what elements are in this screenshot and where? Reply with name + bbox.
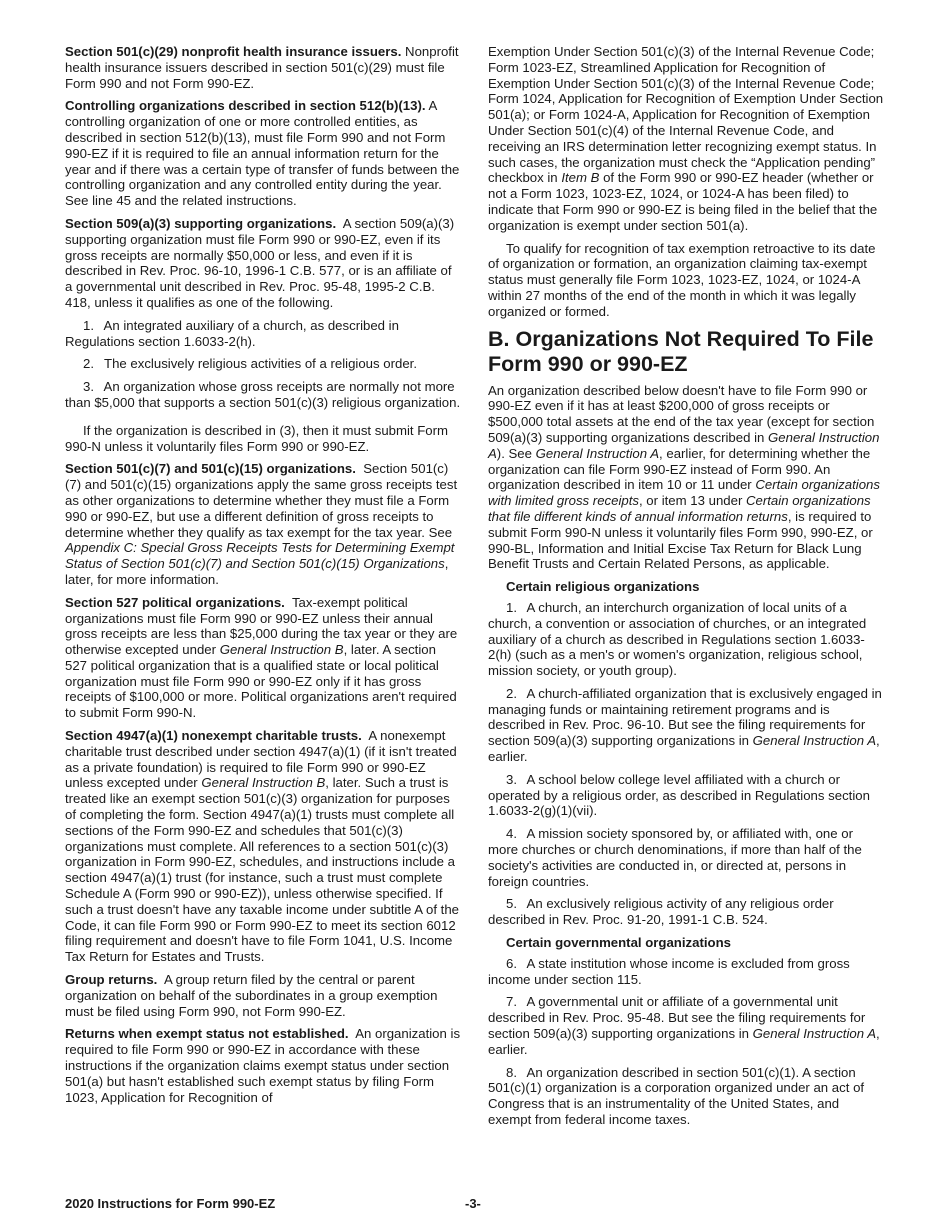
page-number: -3- xyxy=(465,1196,481,1211)
paragraph-form-990n: If the organization is described in (3), then it must submit Form 990-N unless it voluntarily files Form 990 or 990-EZ. xyxy=(65,422,449,454)
paragraph-501c29: Section 501(c)(29) nonprofit health insurance issuers. Nonprofit health insurance issuers described in section 501(c)(29) must file Form 990 and not Form 990-EZ. xyxy=(65,44,459,91)
run-in-heading: Section 527 political organizations. xyxy=(65,594,285,610)
paragraph-retroactive: To qualify for recognition of tax exemption retroactive to its date of organization or formation, an organization claiming tax-exempt status must generally file Form 1023, 1023-EZ, 1024, or 1024-A within 27 months of the end of the month in which it was legally organized or formed. xyxy=(488,240,876,319)
list-item: 8. An organization described in section 501(c)(1). A section 501(c)(1) organization is a corporation organized under an act of Congress that is an instrumentality of the United States, and exempt from federal income taxes. xyxy=(488,1064,865,1128)
list-item: 3. A school below college level affiliated with a church or operated by a religious order, as described in Regulations section 1.6033-2(g)(1)(vii). xyxy=(488,771,870,819)
run-in-heading: Section 501(c)(29) nonprofit health insurance issuers. xyxy=(65,44,402,59)
section-heading-b: B. Organizations Not Required To File Form 990 or 990-EZ xyxy=(488,326,874,376)
paragraph-509a3: Section 509(a)(3) supporting organizations. A section 509(a)(3) supporting organization must file Form 990 or 990-EZ, even if its gross receipts are normally $50,000 or less, and even if it is described in Rev. Proc. 96-10, 1996-1 C.B. 577, or is an affiliate of a governmental unit described in Rev. Proc. 95-48, 1995-2 C.B. 418, unless it qualifies as one of the following. xyxy=(65,215,455,310)
paragraph-501c7-501c15: Section 501(c)(7) and 501(c)(15) organizations. Section 501(c)(7) and 501(c)(15) organizations apply the same gross receipts test as other organizations to determine whether they must file a Form 990 or 990-EZ, but use a different definition of gross receipts to determine whether they qualify as tax exempt for the tax year. See Appendix C: Special Gross Receipts Tests for Determining Exempt Status of Section 501(c)(7) and Section 501(c)(15) Organizations, later, for more information. xyxy=(65,461,458,587)
footer-title: 2020 Instructions for Form 990-EZ xyxy=(65,1196,276,1211)
subheading-governmental: Certain governmental organizations xyxy=(506,935,731,951)
run-in-heading: Section 4947(a)(1) nonexempt charitable trusts. xyxy=(65,728,362,744)
paragraph-group-returns: Group returns. A group return filed by the central or parent organization on behalf of the subordinates in a group exemption must be filed using Form 990, not Form 990-EZ. xyxy=(65,972,438,1019)
paragraph-527: Section 527 political organizations. Tax-exempt political organizations must file Form 990 or 990-EZ unless their annual gross receipts are less than $25,000 during the tax year or they are otherwise excepted under General Instruction B, later. A section 527 political organization that is a qualified state or local political organization must file Form 990 or 990-EZ only if it has gross receipts of $100,000 or more. Political organizations aren't required to submit Form 990-N. xyxy=(65,594,458,721)
paragraph-continued: Exemption Under Section 501(c)(3) of the Internal Revenue Code; Form 1023-EZ, Streamlined Application for Recognition of Exemption Under Section 501(c)(3) of the Internal Revenue Code; Form 1024, Application for Recognition of Exemption Under Section 501(a); or Form 1024-A, Application for Recognition of Exemption Under Section 501(c)(4) of the Internal Revenue Code, and receiving an IRS determination letter recognizing exempt status. In such cases, the organization must check the “Application pending” checkbox in Item B of the Form 990 or 990-EZ header (whether or not a Form 1023, 1023-EZ, 1024, or 1024-A has been filed) to indicate that Form 990 or 990-EZ is being filed in the belief that the organization is exempt under section 501(a). xyxy=(488,44,884,233)
left-column xyxy=(65,44,461,1112)
run-in-heading: Returns when exempt status not established. xyxy=(65,1026,349,1042)
list-item: 3. An organization whose gross receipts are normally not more than $5,000 that supports a section 501(c)(3) religious organization. xyxy=(65,379,461,410)
paragraph-4947a1: Section 4947(a)(1) nonexempt charitable trusts. A nonexempt charitable trust described under section 4947(a)(1) (if it isn't treated as a private foundation) is required to file Form 990 or 990-EZ unless excepted under General Instruction B, later. Such a trust is treated like an exempt section 501(c)(3) organization for purposes of completing the form. Section 4947(a)(1) trusts must complete all sections of the Form 990-EZ and schedules that 501(c)(3) organizations must complete. All references to a section 501(c)(3) organization in Form 990-EZ, schedules, and instructions include a section 4947(a)(1) trust (for instance, such a trust must complete Schedule A (Form 990 or 990-EZ)), unless otherwise specified. If such a trust doesn't have any taxable income under subtitle A of the Code, it can file Form 990 or Form 990-EZ to meet its section 6012 filing requirement and doesn't have to file Form 1041, U.S. Income Tax Return for Estates and Trusts. xyxy=(65,728,459,965)
paragraph-512b13: Controlling organizations described in section 512(b)(13). A controlling organization of one or more controlled entities, as described in section 512(b)(13), must file Form 990 and not Form 990-EZ if it is required to file an annual information return for the year and if there was a certain type of transfer of funds between the controlling organization and any controlled entity during the year. See line 45 and the related instructions. xyxy=(65,98,460,209)
list-item: 4. A mission society sponsored by, or affiliated with, one or more churches or church denominations, if more than half of the society's activities are conducted in, or directed at, persons in foreign countries. xyxy=(488,826,862,889)
list-item: 7. A governmental unit or affiliate of a governmental unit described in Rev. Proc. 95-48. But see the filing requirements for section 509(a)(3) supporting organizations in General Instruction A, earlier. xyxy=(488,994,880,1057)
run-in-heading: Group returns. xyxy=(65,972,158,988)
paragraph-exempt-status: Returns when exempt status not established. An organization is required to file Form 990 or 990-EZ in accordance with these instructions if the organization claims exempt status under section 501(a) but hasn't established such exempt status by filing Form 1023, Application for Recognition of xyxy=(65,1026,461,1105)
subheading-religious: Certain religious organizations xyxy=(506,579,700,595)
list-item: 6. A state institution whose income is excluded from gross income under section 115. xyxy=(488,955,850,987)
run-in-heading: Section 501(c)(7) and 501(c)(15) organizations. xyxy=(65,461,356,477)
list-item: 2. A church-affiliated organization that is exclusively engaged in managing funds or maintaining retirement programs and is described in Rev. Proc. 96-10. But see the filing requirements for section 509(a)(3) supporting organizations in General Instruction A, earlier. xyxy=(488,685,882,765)
list-item: 1. An integrated auxiliary of a church, as described in Regulations section 1.6033-2(h). xyxy=(65,317,399,349)
run-in-heading: Section 509(a)(3) supporting organizations. xyxy=(65,215,337,231)
list-item: 1. A church, an interchurch organization of local units of a church, a convention or association of churches, or an integrated auxiliary of a church as described in Regulations section 1.6033-2(h) (such as a men's or women's organization, religious school, mission society, or youth group). xyxy=(488,599,867,679)
right-column xyxy=(488,44,884,1135)
list-item: 5. An exclusively religious activity of any religious order described in Rev. Proc. 91-20, 1991-1 C.B. 524. xyxy=(488,896,834,928)
paragraph-not-required: An organization described below doesn't have to file Form 990 or 990-EZ even if it has at least $200,000 of gross receipts or $500,000 total assets at the end of the tax year (except for section 509(a)(3) supporting organizations described in General Instruction A). See General Instruction A, earlier, for determining whether the organization can file Form 990-EZ instead of Form 990. An organization described in item 10 or 11 under Certain organizations with limited gross receipts, or item 13 under Certain organizations that file different kinds of annual information returns, is required to submit Form 990-N unless it voluntarily files Form 990, 990-EZ, or 990-BL, Information and Initial Excise Tax Return for Black Lung Benefit Trusts and Certain Related Persons, as applicable. xyxy=(488,382,880,572)
run-in-heading: Controlling organizations described in section 512(b)(13). xyxy=(65,98,426,114)
list-item: 2. The exclusively religious activities of a religious order. xyxy=(83,356,417,372)
